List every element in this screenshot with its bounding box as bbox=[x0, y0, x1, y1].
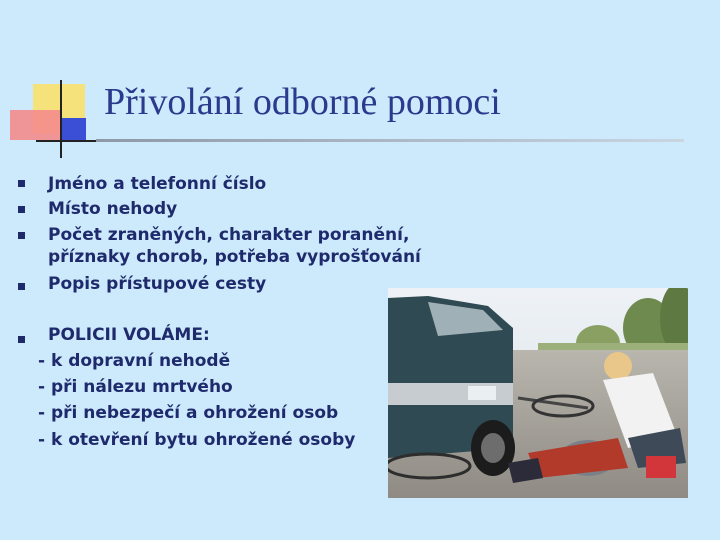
bullet-injured-continued: příznaky chorob, potřeba vyprošťování bbox=[48, 247, 421, 267]
bullet-location: Místo nehody bbox=[48, 199, 178, 219]
bullet-marker bbox=[18, 283, 25, 290]
bullet-marker bbox=[18, 232, 25, 239]
police-item: - při nebezpečí a ohrožení osob bbox=[38, 403, 339, 423]
police-heading: POLICII VOLÁME: bbox=[48, 325, 210, 345]
bullet-marker bbox=[18, 180, 25, 187]
police-item: - k dopravní nehodě bbox=[38, 351, 231, 371]
decor-horizontal-line bbox=[36, 140, 96, 142]
decor-red-square bbox=[10, 110, 60, 140]
police-item: - k otevření bytu ohrožené osoby bbox=[38, 430, 356, 450]
bullet-marker bbox=[18, 336, 25, 343]
accident-scene-image bbox=[388, 288, 688, 498]
bullet-access-route: Popis přístupové cesty bbox=[48, 274, 267, 294]
decor-vertical-line bbox=[60, 80, 62, 158]
title-underline bbox=[96, 139, 684, 142]
police-item: - při nálezu mrtvého bbox=[38, 377, 233, 397]
accident-photo bbox=[388, 288, 688, 498]
bullet-marker bbox=[18, 206, 25, 213]
bullet-injured: Počet zraněných, charakter poranění, bbox=[48, 225, 410, 245]
slide-title: Přivolání odborné pomoci bbox=[104, 81, 501, 123]
bullet-name-phone: Jméno a telefonní číslo bbox=[48, 174, 267, 194]
decor-blue-square bbox=[62, 118, 86, 142]
